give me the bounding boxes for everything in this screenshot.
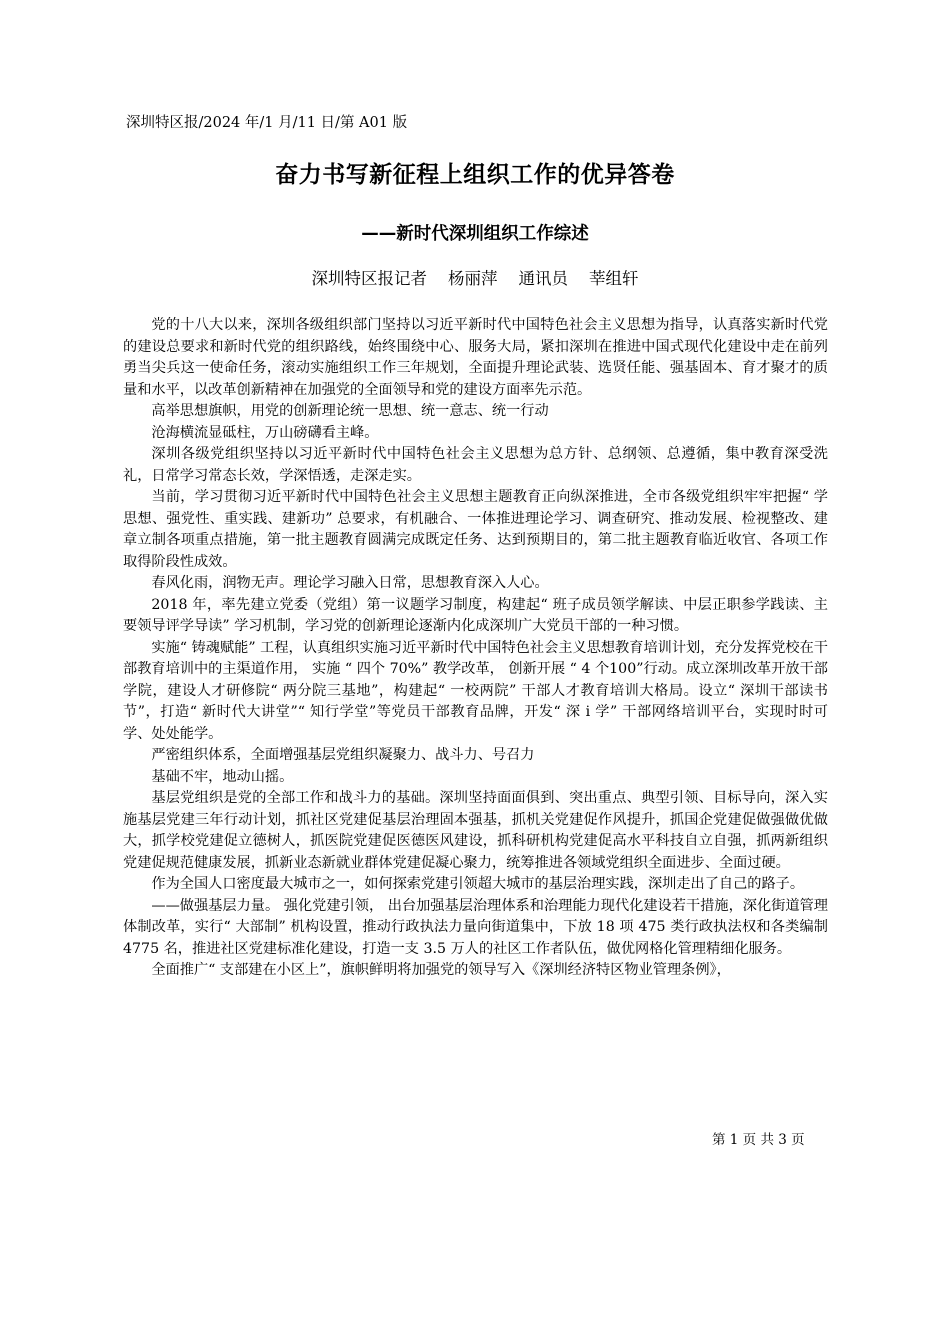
article-byline: 深圳特区报记者 杨丽萍 通讯员 莘组轩 (311, 269, 639, 288)
paragraph: ——做强基层力量。 强化党建引领， 出台加强基层治理体系和治理能力现代化建设若干措施，深化街道管理体制改革，实行“ 大部制” 机构设置，推动行政执法力量向街道集中，下放 18 项 475 类行政执法权和各类编制 4775 名，推进社区党建标准化建设，打造一支 3.5 万人的社区工作者队伍，做优网格化管理精细化服务。 (123, 897, 828, 957)
section-heading: 严密组织体系，全面增强基层党组织凝聚力、战斗力、号召力 (151, 747, 535, 763)
paragraph: 党的十八大以来，深圳各级组织部门坚持以习近平新时代中国特色社会主义思想为指导，认真落实新时代党的建设总要求和新时代党的组织路线，始终围绕中心、服务大局，紧扣深圳在推进中国式现代化建设中走在前列勇当尖兵这一使命任务，滚动实施组织工作三年规划，全面提升理论武装、选贤任能、强基固本、育才聚才的质量和水平，以改革创新精神在加强党的全面领导和党的建设方面率先示范。 (123, 317, 828, 398)
article-title: 奋力书写新征程上组织工作的优异答卷 (275, 162, 675, 188)
paragraph: 基层党组织是党的全部工作和战斗力的基础。深圳坚持面面俱到、突出重点、典型引领、目标导向，深入实施基层党建三年行动计划，抓社区党建促基层治理固本强基，抓机关党建促作风提升，抓国企党建促做强做优做大，抓学校党建促立德树人，抓医院党建促医德医风建设，抓科研机构党建促高水平科技自立自强，抓两新组织党建促规范健康发展，抓新业态新就业群体党建促凝心聚力，统筹推进各领域党组织全面进步、全面过硬。 (123, 790, 828, 871)
paragraph: 深圳各级党组织坚持以习近平新时代中国特色社会主义思想为总方针、总纲领、总遵循，集中教育深受洗礼，日常学习常态长效，学深悟透，走深走实。 (123, 446, 828, 484)
page-number: 第 1 页 共 3 页 (712, 1132, 805, 1148)
paragraph: 实施“ 铸魂赋能” 工程，认真组织实施习近平新时代中国特色社会主义思想教育培训计划，充分发挥党校在干部教育培训中的主渠道作用， 实施 “ 四个 70%” 教学改革， 创新开展 “ 4 个100”行动。成立深圳改革开放干部学院，建设人才研修院“ 两分院三基地”，构建起“ 一校两院” 干部人才教育培训大格局。设立“ 深圳干部读书节”，打造“ 新时代大讲堂”“ 知行学堂”等党员干部教育品牌，开发“ 深 i 学” 干部网络培训平台，实现时时可学、处处能学。 (123, 639, 828, 742)
paragraph: 当前，学习贯彻习近平新时代中国特色社会主义思想主题教育正向纵深推进，全市各级党组织牢牢把握“ 学思想、强党性、重实践、建新功” 总要求，有机融合、一体推进理论学习、调查研究、推动发展、检视整改、建章立制各项重点措施，第一批主题教育圆满完成既定任务、达到预期目的，第二批主题教育临近收官、各项工作取得阶段性成效。 (123, 489, 828, 570)
paragraph: 2018 年，率先建立党委（党组）第一议题学习制度，构建起“ 班子成员领学解读、中层正职参学践读、主要领导评学导读” 学习机制，学习党的创新理论逐渐内化成深圳广大党员干部的一种习惯。 (123, 596, 828, 634)
paragraph: 沧海横流显砥柱，万山磅礴看主峰。 (151, 424, 379, 441)
article-body (123, 315, 828, 982)
paragraph: 全面推广“ 支部建在小区上”，旗帜鲜明将加强党的领导写入《深圳经济特区物业管理条例》， (151, 962, 731, 978)
article-subtitle: ——新时代深圳组织工作综述 (361, 224, 589, 244)
source-line: 深圳特区报/2024 年/1 月/11 日/第 A01 版 (126, 115, 408, 131)
section-heading: 高举思想旗帜，用党的创新理论统一思想、统一意志、统一行动 (151, 403, 549, 419)
paragraph: 春风化雨，润物无声。理论学习融入日常，思想教育深入人心。 (151, 575, 549, 591)
paragraph: 基础不牢，地动山摇。 (151, 768, 294, 785)
paragraph: 作为全国人口密度最大城市之一，如何探索党建引领超大城市的基层治理实践，深圳走出了自己的路子。 (151, 876, 805, 892)
